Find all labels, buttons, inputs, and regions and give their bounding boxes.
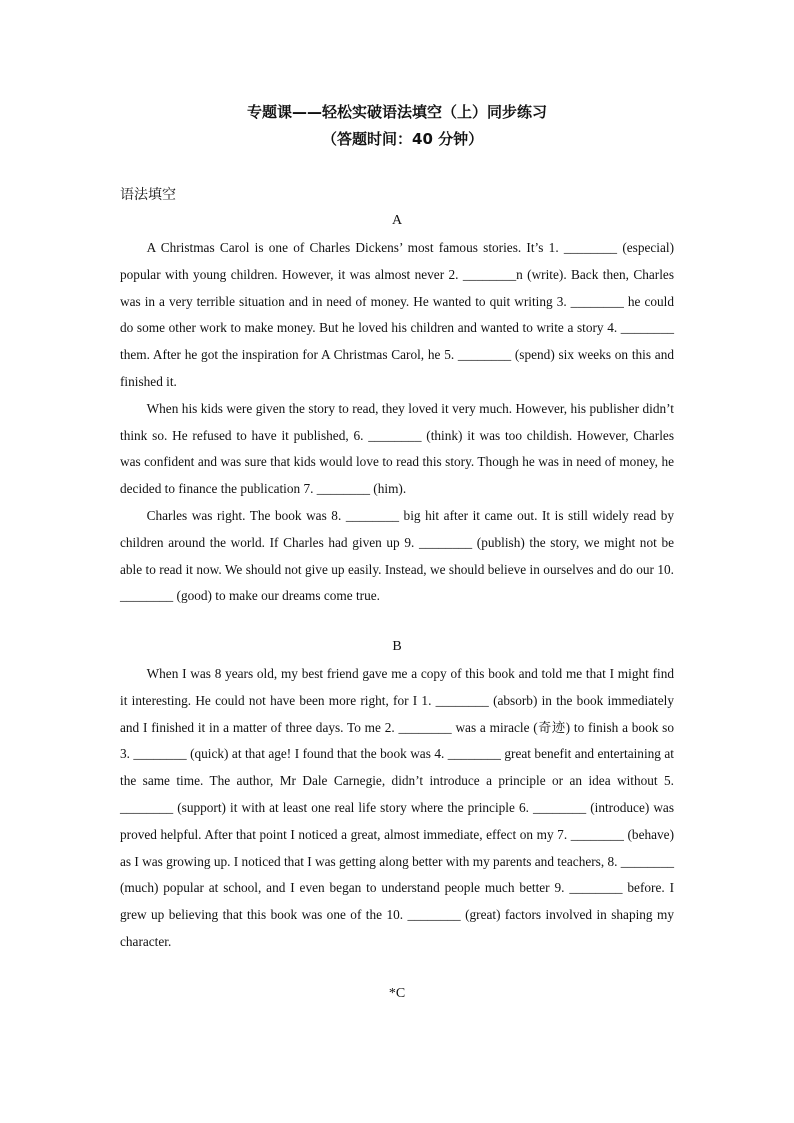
passage-a	[120, 235, 674, 610]
time-note: （答题时间：40 分钟）	[322, 130, 484, 148]
passage-a-paragraph: Charles was right. The book was 8. ________ big hit after it came out. It is still widely read by children around the world. If Charles had given up 9. ________ (publish) the story, we might not be able to read it now. We should not give up easily. Instead, we should believe in ourselves and do our 10. ________ (good) to make our dreams come true.	[120, 507, 674, 604]
page-title: 专题课——轻松实破语法填空（上）同步练习	[246, 103, 547, 121]
passage-c-title: *C	[388, 986, 406, 1001]
passage-b	[120, 661, 674, 956]
passage-a-paragraph: A Christmas Carol is one of Charles Dickens’ most famous stories. It’s 1. ________ (especial) popular with young children. However, it was almost never 2. ________n (write). Back then, Charles was in a very terrible situation and in need of money. He wanted to quit writing 3. ________ he could do some other work to make money. But he loved his children and wanted to write a story 4. ________ them. After he got the inspiration for A Christmas Carol, he 5. ________ (spend) six weeks on this and finished it.	[120, 240, 674, 389]
passage-a-title: A	[391, 213, 403, 228]
passage-b-title: B	[392, 639, 402, 654]
passage-a-paragraph: When his kids were given the story to read, they loved it very much. However, his publisher didn’t think so. He refused to have it published, 6. ________ (think) it was too childish. However, Charles was confident and was sure that kids would love to read this story. Though he was in need of money, he decided to finance the publication 7. ________ (him).	[120, 400, 674, 497]
passage-b-paragraph: When I was 8 years old, my best friend gave me a copy of this book and told me that I might find it interesting. He could not have been more right, for I 1. ________ (absorb) in the book immediately and I finished it in a matter of three days. To me 2. ________ was a miracle (奇迹) to finish a book so 3. ________ (quick) at that age! I found that the book was 4. ________ great benefit and entertaining at the same time. The author, Mr Dale Carnegie, didn’t introduce a principle or an idea without 5. ________ (support) it with at least one real life story where the principle 6. ________ (introduce) was proved helpful. After that point I noticed a great, almost immediate, effect on my 7. ________ (behave) as I was growing up. I noticed that I was getting along better with my parents and teachers, 8. ________ (much) popular at school, and I even began to understand people much better 9. ________ before. I grew up believing that this book was one of the 10. ________ (great) factors involved in shaping my character.	[120, 666, 674, 949]
section-label: 语法填空	[120, 187, 176, 203]
